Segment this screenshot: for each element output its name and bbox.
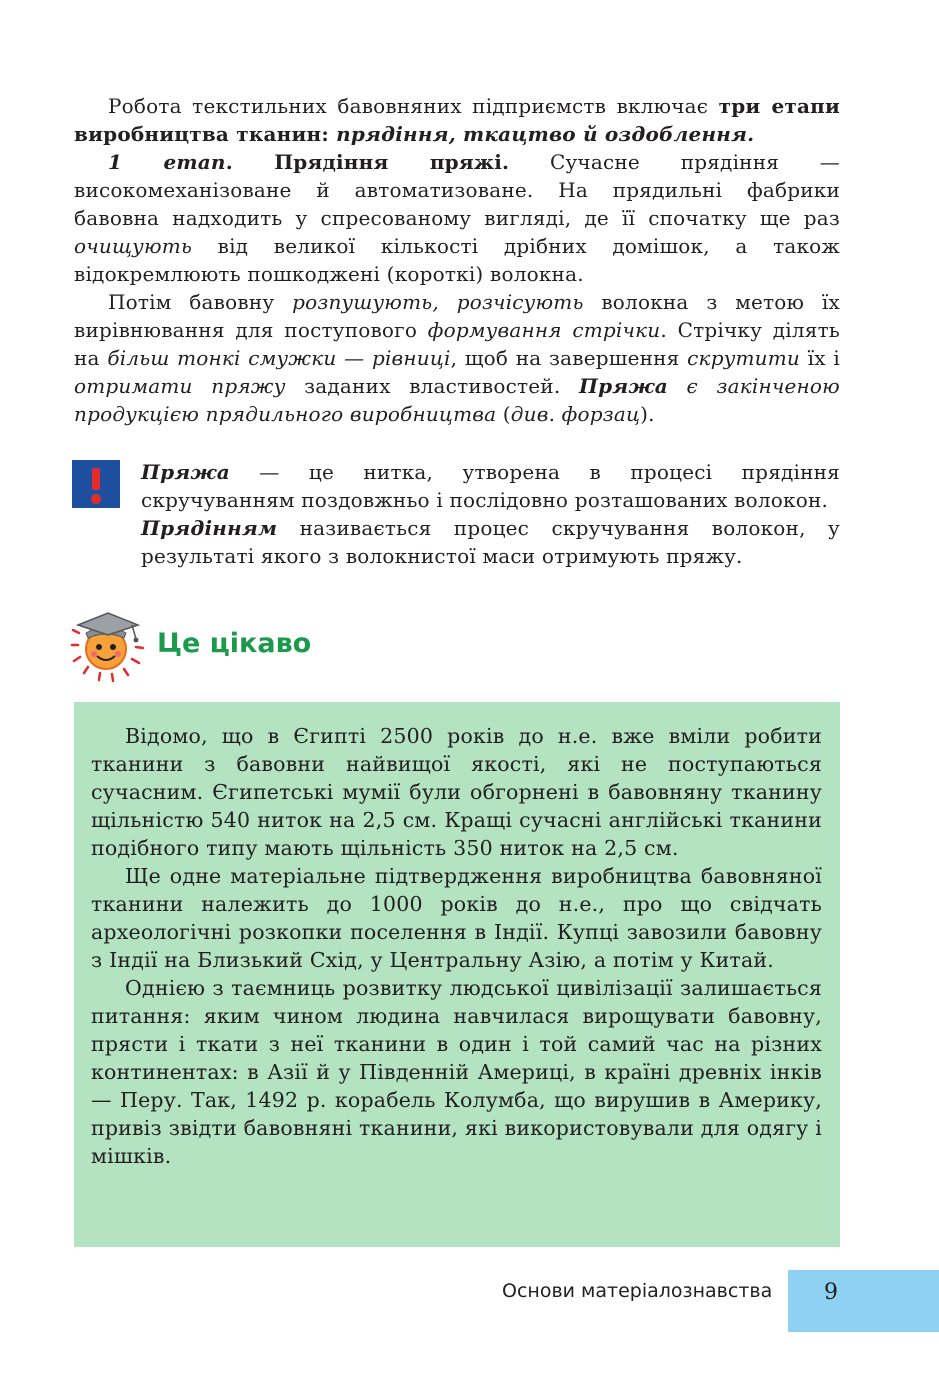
emphasis-italic: є закінченою продукцією прядильного виробництва	[74, 374, 840, 426]
exclamation-dot	[91, 494, 101, 504]
intro-paragraph-1	[74, 92, 840, 148]
footer-section-title: Основи матеріалознавства	[502, 1280, 773, 1302]
section-heading: Це цікаво	[157, 628, 312, 659]
intro-text	[74, 92, 840, 428]
text-span: їх і	[800, 346, 840, 370]
text-span: . Стрічку ділять на	[74, 318, 840, 370]
interesting-facts-text	[91, 722, 822, 1170]
emphasis-italic: отримати пряжу	[74, 374, 286, 398]
fact-paragraph: Однією з таємниць розвитку людської цивілізації залишається питання: яким чином людина навчилася вирощувати бавовну, прясти і ткати з неї тканини в один і той самий час на різних континентах: в Азії й у Південній Америці, в країні древніх інків — Перу. Так, 1492 р. корабель Колумба, що вирушив в Америку, привіз звідти бавовняні тканини, які використовували для одягу і мішків.	[91, 976, 822, 1168]
text-span: (	[496, 402, 511, 426]
stage-title: . Прядіння пряжі.	[225, 150, 510, 174]
stage-label: 1 етап	[108, 150, 226, 174]
page-number-tab	[788, 1270, 939, 1332]
exclamation-bar	[92, 468, 100, 490]
definition-text: називається процес скручування волокон, у результаті якого з волокнистої маси отримують пряжу.	[141, 516, 840, 568]
intro-paragraph-2	[74, 148, 840, 288]
emphasis-italic: див. форзац	[510, 402, 641, 426]
text-span: Робота текстильних бавовняних підприємств включає	[108, 94, 719, 118]
text-span: волокна з метою їх вирівнювання для поступового	[74, 290, 841, 342]
text-span: Сучасне прядіння — високомеханізоване й автоматизоване. На прядильні фабрики бавовна надходить у спресованому вигляді, де її спочатку ще раз	[74, 150, 841, 230]
emphasis-italic: скрутити	[687, 346, 800, 370]
text-span: від великої кількості дрібних домішок, а також відокремлюють пошкоджені (короткі) волокна.	[74, 234, 840, 286]
text-span: заданих властивостей.	[285, 374, 579, 398]
definition-spinning	[141, 514, 840, 570]
definition-block	[141, 458, 840, 570]
fact-paragraph: Ще одне матеріальне підтвердження виробництва бавовняної тканини належить до 1000 років до н.е., про що свідчать археологічні розкопки поселення в Індії. Купці завозили бавовну з Індії на Близький Схід, у Центральну Азію, а потім у Китай.	[91, 864, 822, 972]
exclamation-icon	[72, 460, 120, 508]
definition-text: — це нитка, утворена в процесі прядіння скручуванням поздовжньо і послідовно розташованих волокон.	[141, 460, 840, 512]
fact-paragraph: Відомо, що в Єгипті 2500 років до н.е. вже вміли робити тканини з бавовни найвищої якості, які не поступаються сучасним. Єгипетські мумії були обгорнені в бавовняну тканину щільністю 540 ниток на 2,5 см. Кращі сучасні англійські тканини подібного типу мають щільність 350 ниток на 2,5 см.	[91, 724, 822, 860]
definition-term: Пряжа	[141, 460, 230, 484]
text-span: ).	[640, 402, 655, 426]
definition-yarn	[141, 458, 840, 514]
emphasis-italic: розпушують, розчісують	[292, 290, 584, 314]
student-mascot-icon	[70, 605, 150, 685]
emphasis-bold-italic: Пряжа	[579, 374, 668, 398]
emphasis-bold: три етапи виробництва тканин:	[74, 94, 840, 146]
definition-term: Прядінням	[141, 516, 278, 540]
emphasis-italic: очищують	[74, 234, 193, 258]
text-span: Потім бавовну	[108, 290, 293, 314]
text-span: , щоб на завершення	[450, 346, 688, 370]
emphasis-bold-italic: прядіння, ткацтво й оздоблення.	[336, 122, 755, 146]
emphasis-italic: більш тонкі смужки — рівниці	[107, 346, 451, 370]
emphasis-italic: формування стрічки	[427, 318, 661, 342]
page-number: 9	[824, 1280, 838, 1305]
intro-paragraph-3	[74, 288, 840, 428]
